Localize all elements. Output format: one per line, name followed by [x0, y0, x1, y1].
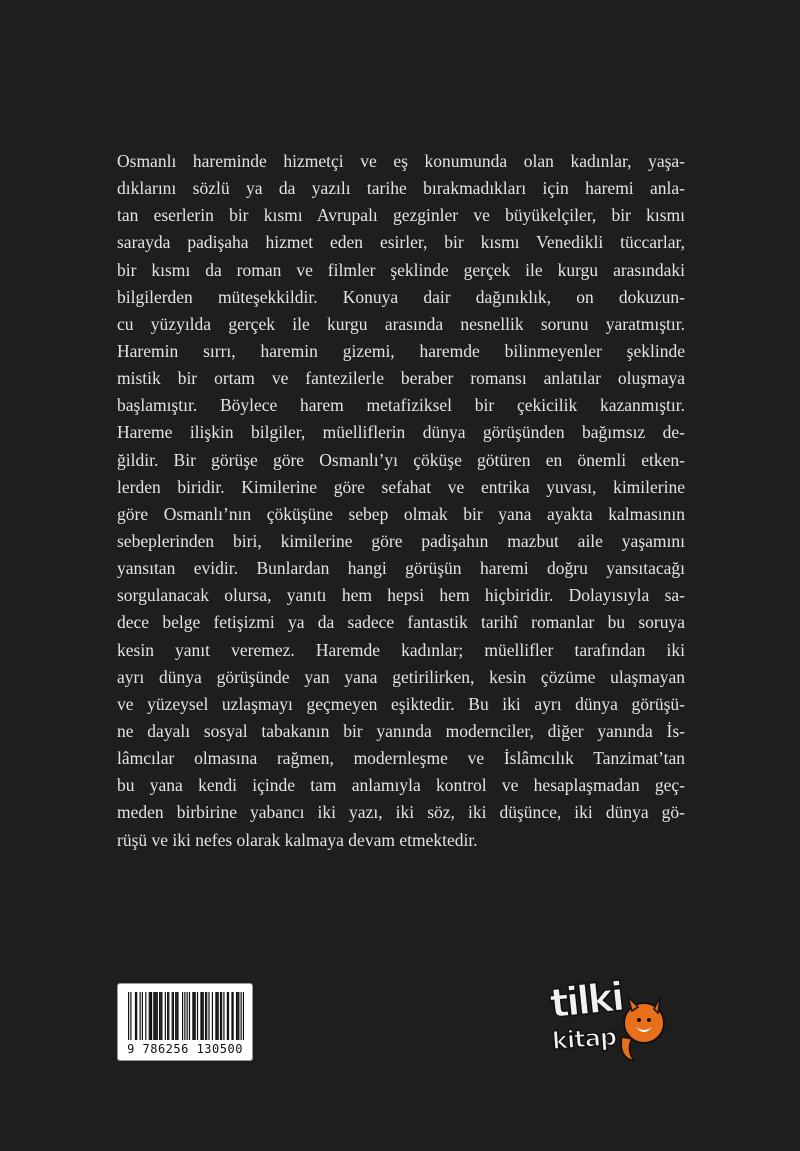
barcode-bar	[160, 992, 161, 1040]
barcode-bar	[206, 992, 207, 1040]
blurb-line: ve yüzeysel uzlaşmayı geçmeyen eşiktedir. Bu iki ayrı dünya görüşü-	[117, 693, 685, 714]
blurb-line: mistik bir ortam ve fantezilerle beraber romansı anlatılar oluşmaya	[117, 368, 685, 389]
barcode-bar	[154, 992, 155, 1040]
barcode-bar	[218, 992, 219, 1040]
blurb-line: lerden biridir. Kimilerine göre sefahat ve entrika yuvası, kimilerine	[117, 476, 685, 497]
barcode-bar	[216, 992, 217, 1040]
back-cover-blurb	[117, 148, 685, 854]
blurb-line: sebeplerinden biri, kimilerine göre padişahın mazbut aile yaşamını	[117, 530, 685, 551]
barcode-bar	[156, 992, 157, 1040]
barcode-bar	[192, 992, 193, 1040]
blurb-line: ayrı dünya görüşünde yan yana getirilirken, kesin çözüme ulaşmayan	[117, 666, 685, 687]
barcode-bar	[135, 992, 136, 1040]
barcode-bar	[189, 992, 190, 1040]
barcode-bar	[145, 992, 146, 1040]
blurb-line: göre Osmanlı’nın çöküşüne sebep olmak bir yana ayakta kalmasının	[117, 503, 685, 524]
blurb-line: lâmcılar olmasına rağmen, modernleşme ve İslâmcılık Tanzimat’tan	[117, 748, 685, 769]
blurb-line: bir kısmı da roman ve filmler şeklinde gerçek ile kurgu arasındaki	[117, 259, 685, 280]
barcode-bar	[153, 992, 154, 1040]
publisher-logo	[548, 975, 672, 1075]
barcode-bar	[172, 992, 173, 1040]
barcode-bar	[223, 992, 224, 1040]
barcode-bar	[228, 992, 229, 1040]
barcode-bar	[220, 992, 221, 1040]
blurb-line: meden birbirine yabancı iki yazı, iki söz, iki düşünce, iki dünya gö-	[117, 802, 685, 823]
barcode-bar	[142, 992, 143, 1040]
barcode-bar	[187, 992, 188, 1040]
blurb-line: cu yüzyılda gerçek ile kurgu arasında nesnellik sorunu yaratmıştır.	[117, 313, 685, 334]
barcode-bar	[193, 992, 194, 1040]
barcode-bar	[243, 992, 244, 1040]
blurb-line: ne dayalı sosyal tabakanın bir yanında modernciler, diğer yanında İs-	[117, 720, 685, 741]
barcode-bar	[200, 992, 201, 1040]
blurb-line: Haremin sırrı, haremin gizemi, haremde bilinmeyenler şeklinde	[117, 340, 685, 361]
logo-word-kitap: kitap	[551, 1022, 617, 1056]
blurb-line: başlamıştır. Böylece harem metafiziksel bir çekicilik kazanmıştır.	[117, 395, 685, 416]
barcode-bar	[136, 992, 137, 1040]
barcode-bar	[165, 992, 166, 1040]
barcode-bar	[159, 992, 160, 1040]
barcode-bar	[128, 992, 129, 1040]
barcode-bars	[128, 992, 244, 1040]
blurb-line: sarayda padişaha hizmet eden esirler, bir kısmı Venedikli tüccarlar,	[117, 232, 685, 253]
blurb-line: Osmanlı hareminde hizmetçi ve eş konumunda olan kadınlar, yaşa-	[117, 151, 685, 171]
barcode-bar	[173, 992, 174, 1040]
blurb-line: rüşü ve iki nefes olarak kalmaya devam etmektedir.	[117, 829, 478, 850]
barcode-bar	[176, 992, 177, 1040]
barcode-bar	[182, 992, 183, 1040]
barcode-bar	[130, 992, 131, 1040]
barcode-bar	[205, 992, 206, 1040]
barcode-bar	[233, 992, 234, 1040]
barcode-bar	[167, 992, 168, 1040]
isbn-barcode	[117, 983, 253, 1061]
barcode-bar	[168, 992, 169, 1040]
barcode-bar	[221, 992, 222, 1040]
barcode-bar	[236, 992, 237, 1040]
blurb-line: bilgilerden müteşekkildir. Konuya dair dağınıklık, on dokuzun-	[117, 286, 685, 307]
blurb-line: bu yana kendi içinde tam anlamıyla kontrol ve hesaplaşmadan geç-	[117, 775, 685, 796]
barcode-bar	[151, 992, 152, 1040]
barcode-bar	[238, 992, 239, 1040]
barcode-bar	[241, 992, 242, 1040]
barcode-bar	[212, 992, 213, 1040]
barcode-bar	[150, 992, 151, 1040]
barcode-bar	[197, 992, 198, 1040]
barcode-bar	[157, 992, 158, 1040]
logo-word-tilki: tilki	[547, 974, 625, 1028]
blurb-line: Hareme ilişkin bilgiler, müelliflerin dünya görüşünden bağımsız de-	[117, 422, 685, 443]
barcode-bar	[231, 992, 232, 1040]
blurb-line: kesin yanıt veremez. Haremde kadınlar; müellifler tarafından iki	[117, 639, 685, 660]
blurb-line: dıklarını sözlü ya da yazılı tarihe bırakmadıkları için haremi anla-	[117, 178, 685, 199]
barcode-bar	[203, 992, 204, 1040]
blurb-line: sorgulanacak olursa, yanıtı hem hepsi hem hiçbiridir. Dolayısıyla sa-	[117, 585, 685, 606]
blurb-line: dece belge fetişizmi ya da sadece fantastik tarihî romanlar bu soruya	[117, 612, 685, 633]
barcode-bar	[149, 992, 150, 1040]
barcode-bar	[215, 992, 216, 1040]
barcode-bar	[184, 992, 185, 1040]
barcode-bar	[237, 992, 238, 1040]
barcode-bar	[139, 992, 140, 1040]
barcode-bar	[175, 992, 176, 1040]
barcode-bar	[177, 992, 178, 1040]
isbn-number: 9 786256 130500	[127, 1042, 243, 1056]
blurb-line: tan eserlerin bir kısmı Avrupalı gezginler ve büyükelçiler, bir kısmı	[117, 205, 685, 226]
barcode-bar	[161, 992, 162, 1040]
barcode-bar	[208, 992, 209, 1040]
barcode-bar	[227, 992, 228, 1040]
barcode-bar	[202, 992, 203, 1040]
barcode-bar	[195, 992, 196, 1040]
blurb-line: yansıtan evidir. Bunlardan hangi görüşün haremi doğru yansıtacağı	[117, 558, 685, 579]
blurb-line: ğildir. Bir görüşe göre Osmanlı’yı çöküşe götüren en önemli etken-	[117, 449, 685, 470]
